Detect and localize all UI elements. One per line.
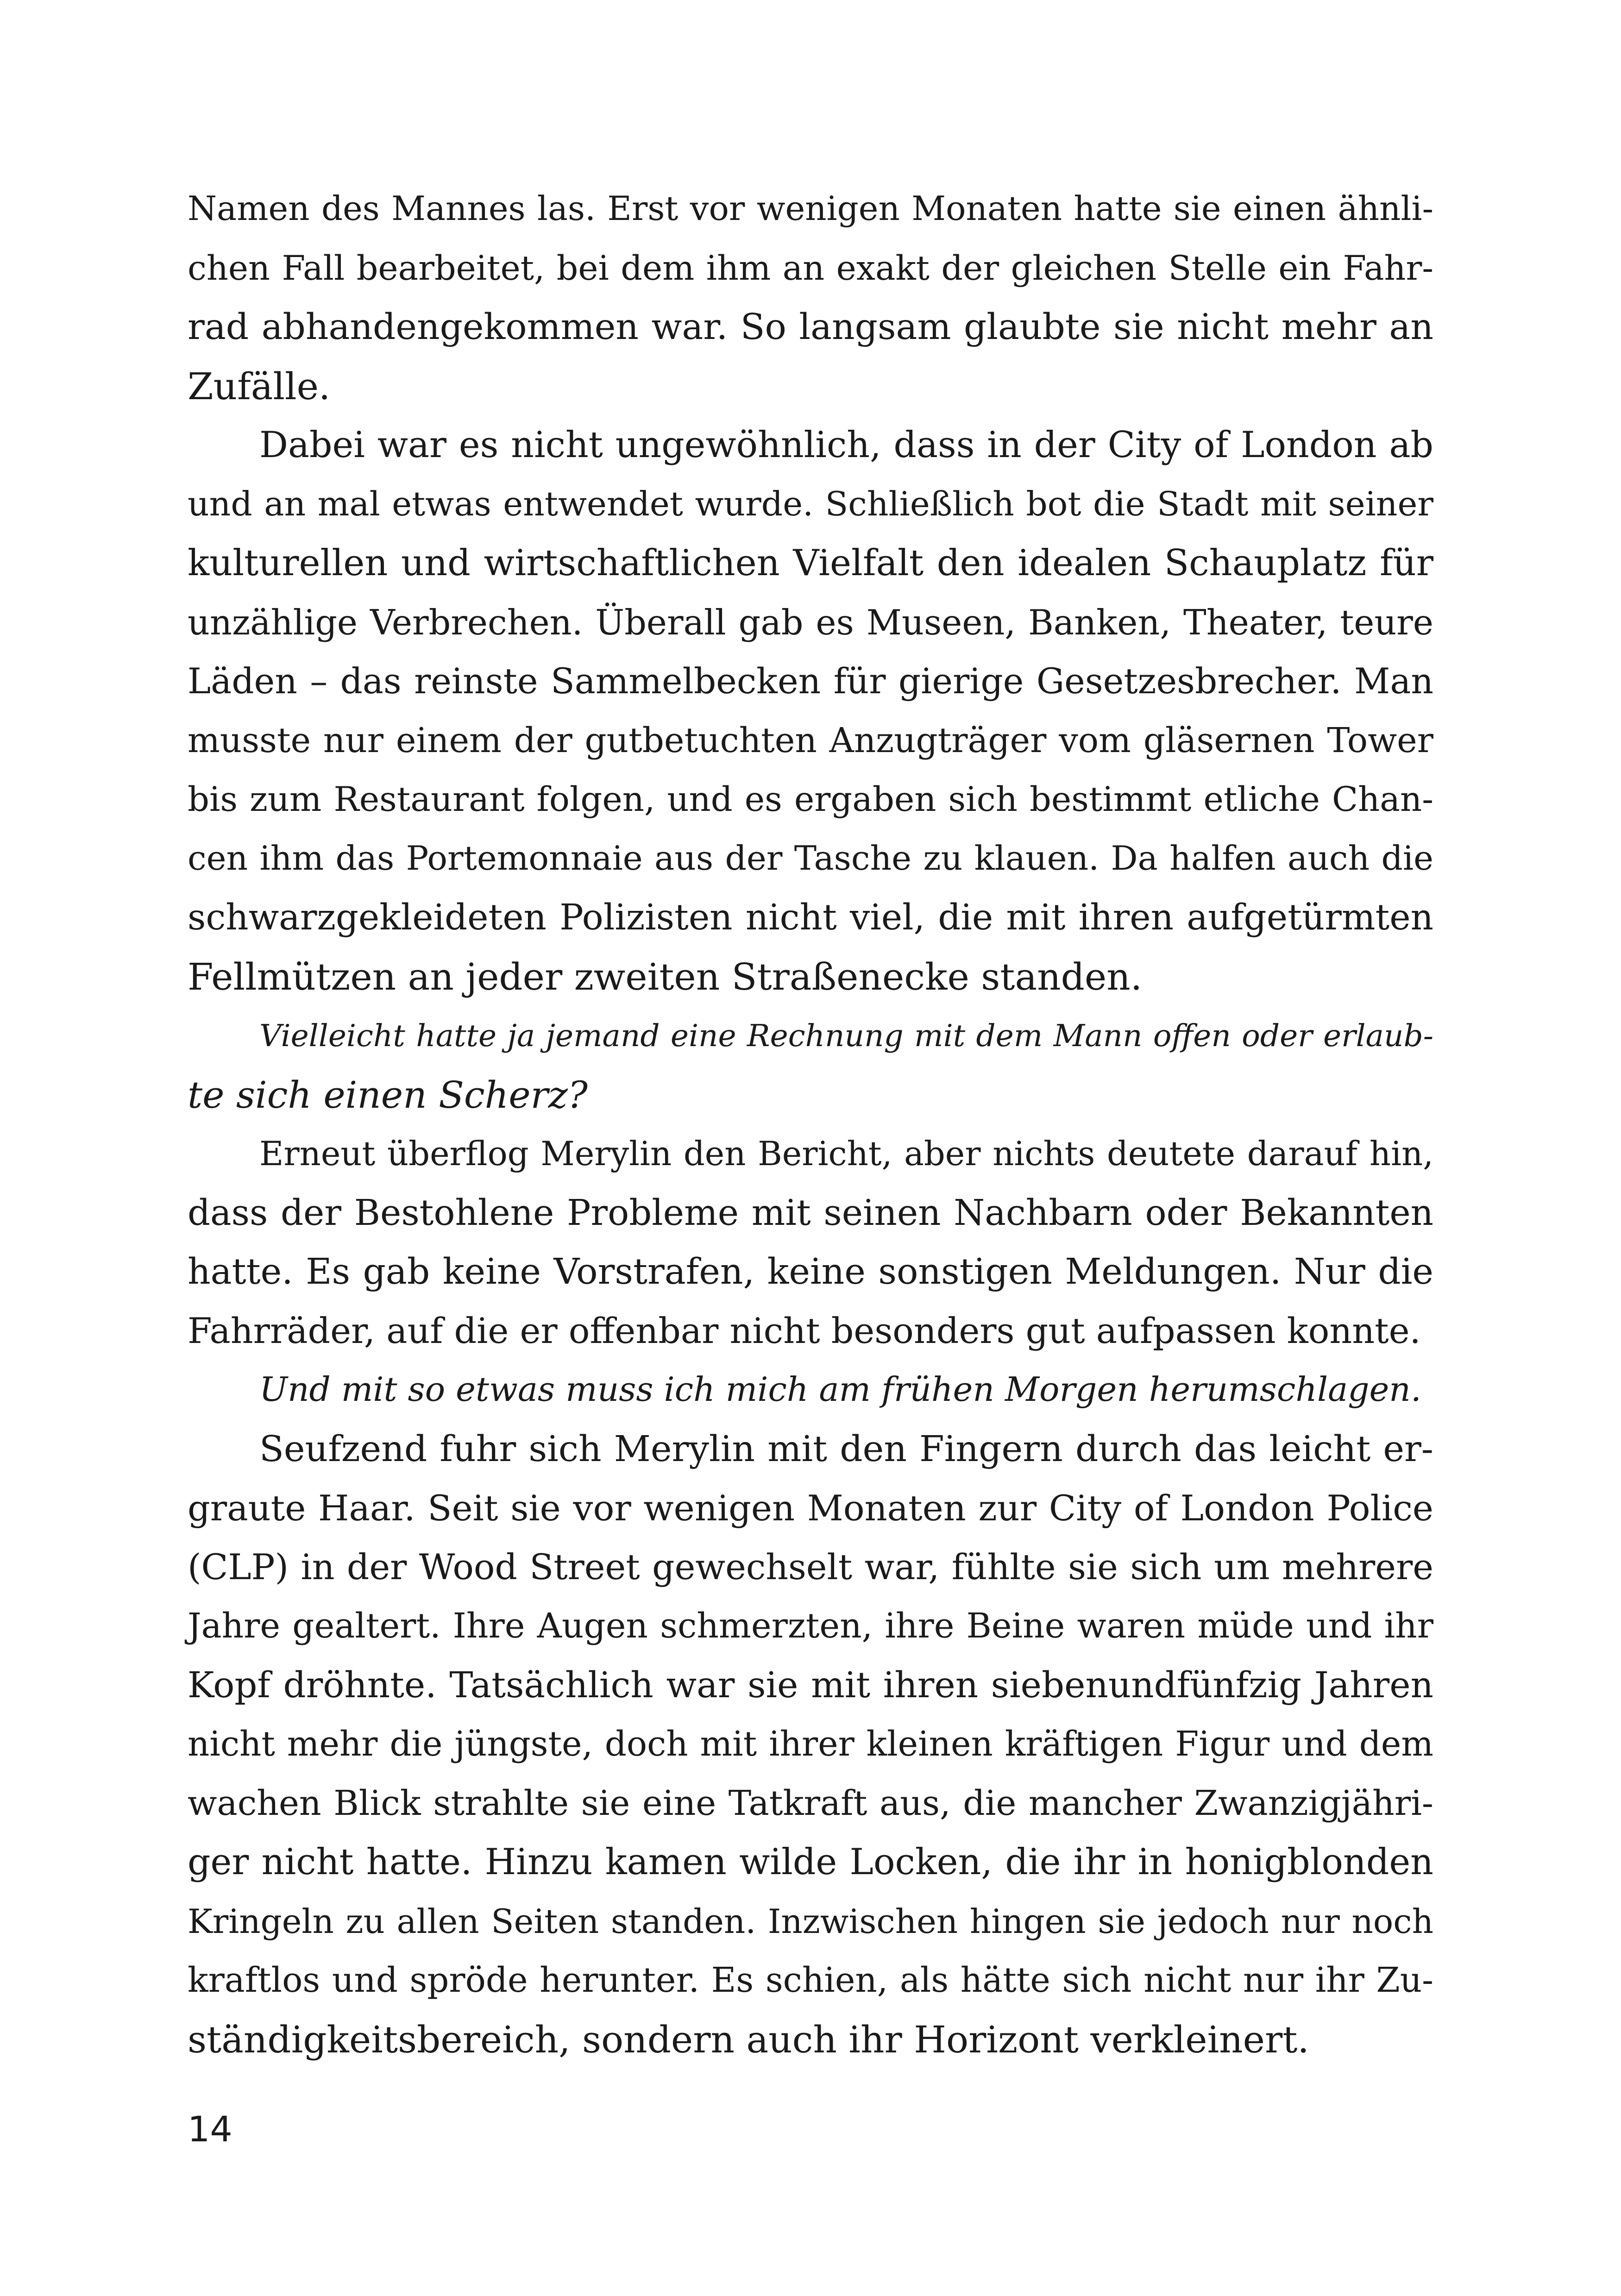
text-line: Vielleicht hatte ja jemand eine Rechnung mit dem Mann offen oder erlaub-: [259, 1018, 1433, 1054]
text-line: Kringeln zu allen Seiten standen. Inzwischen hingen sie jedoch nur noch: [188, 1901, 1433, 1941]
text-line: hatte. Es gab keine Vorstrafen, keine sonstigen Meldungen. Nur die: [188, 1251, 1433, 1292]
text-line: kraftlos und spröde herunter. Es schien, als hätte sich nicht nur ihr Zu-: [188, 1961, 1433, 2000]
text-line: schwarzgekleideten Polizisten nicht viel, die mit ihren aufgetürmten: [188, 897, 1433, 938]
text-line: unzählige Verbrechen. Überall gab es Museen, Banken, Theater, teure: [188, 602, 1433, 643]
text-line: Dabei war es nicht ungewöhnlich, dass in der City of London ab: [259, 424, 1433, 466]
text-line: Zufälle.: [188, 364, 331, 408]
text-line: chen Fall bearbeitet, bei dem ihm an exakt der gleichen Stelle ein Fahr-: [188, 248, 1433, 288]
text-line: musste nur einem der gutbetuchten Anzugträger vom gläsernen Tower: [188, 721, 1433, 760]
text-line: (CLP) in der Wood Street gewechselt war, fühlte sie sich um mehrere: [188, 1546, 1433, 1587]
text-line: Erneut überflog Merylin den Bericht, aber nichts deutete darauf hin,: [259, 1134, 1433, 1173]
text-line: rad abhandengekommen war. So langsam glaubte sie nicht mehr an: [188, 306, 1433, 348]
text-line: Namen des Mannes las. Erst vor wenigen Monaten hatte sie einen ähnli-: [188, 189, 1433, 228]
text-line: bis zum Restaurant folgen, und es ergaben sich bestimmt etliche Chan-: [188, 780, 1433, 819]
page-number: 14: [188, 2108, 232, 2150]
text-line: Und mit so etwas muss ich mich am frühen Morgen herumschlagen.: [259, 1370, 1421, 1409]
text-line: cen ihm das Portemonnaie aus der Tasche zu klauen. Da halfen auch die: [188, 839, 1433, 878]
text-line: ger nicht hatte. Hinzu kamen wilde Locken, die ihr in honigblonden: [188, 1841, 1433, 1883]
text-line: Fahrräder, auf die er offenbar nicht besonders gut aufpassen konnte.: [188, 1310, 1421, 1351]
text-line: kulturellen und wirtschaftlichen Vielfalt den idealen Schauplatz für: [188, 542, 1433, 584]
text-line: nicht mehr die jüngste, doch mit ihrer kleinen kräftigen Figur und dem: [188, 1725, 1433, 1764]
text-line: dass der Bestohlene Probleme mit seinen Nachbarn oder Bekannten: [188, 1192, 1433, 1234]
body-text: [188, 180, 1433, 2069]
text-line: te sich einen Scherz?: [188, 1073, 588, 1117]
text-line: graute Haar. Seit sie vor wenigen Monaten zur City of London Police: [188, 1487, 1433, 1529]
text-line: Läden – das reinste Sammelbecken für gierige Gesetzesbrecher. Man: [188, 661, 1433, 702]
text-line: wachen Blick strahlte sie eine Tatkraft aus, die mancher Zwanzigjähri-: [188, 1783, 1433, 1823]
text-line: Seufzend fuhr sich Merylin mit den Fingern durch das leicht er-: [259, 1428, 1433, 1470]
text-line: und an mal etwas entwendet wurde. Schließlich bot die Stadt mit seiner: [188, 484, 1433, 524]
text-line: Fellmützen an jeder zweiten Straßenecke standen.: [188, 955, 1143, 998]
text-line: ständigkeitsbereich, sondern auch ihr Horizont verkleinert.: [188, 2018, 1309, 2061]
text-line: Kopf dröhnte. Tatsächlich war sie mit ihren siebenundfünfzig Jahren: [188, 1664, 1433, 1706]
text-line: Jahre gealtert. Ihre Augen schmerzten, ihre Beine waren müde und ihr: [188, 1606, 1433, 1646]
